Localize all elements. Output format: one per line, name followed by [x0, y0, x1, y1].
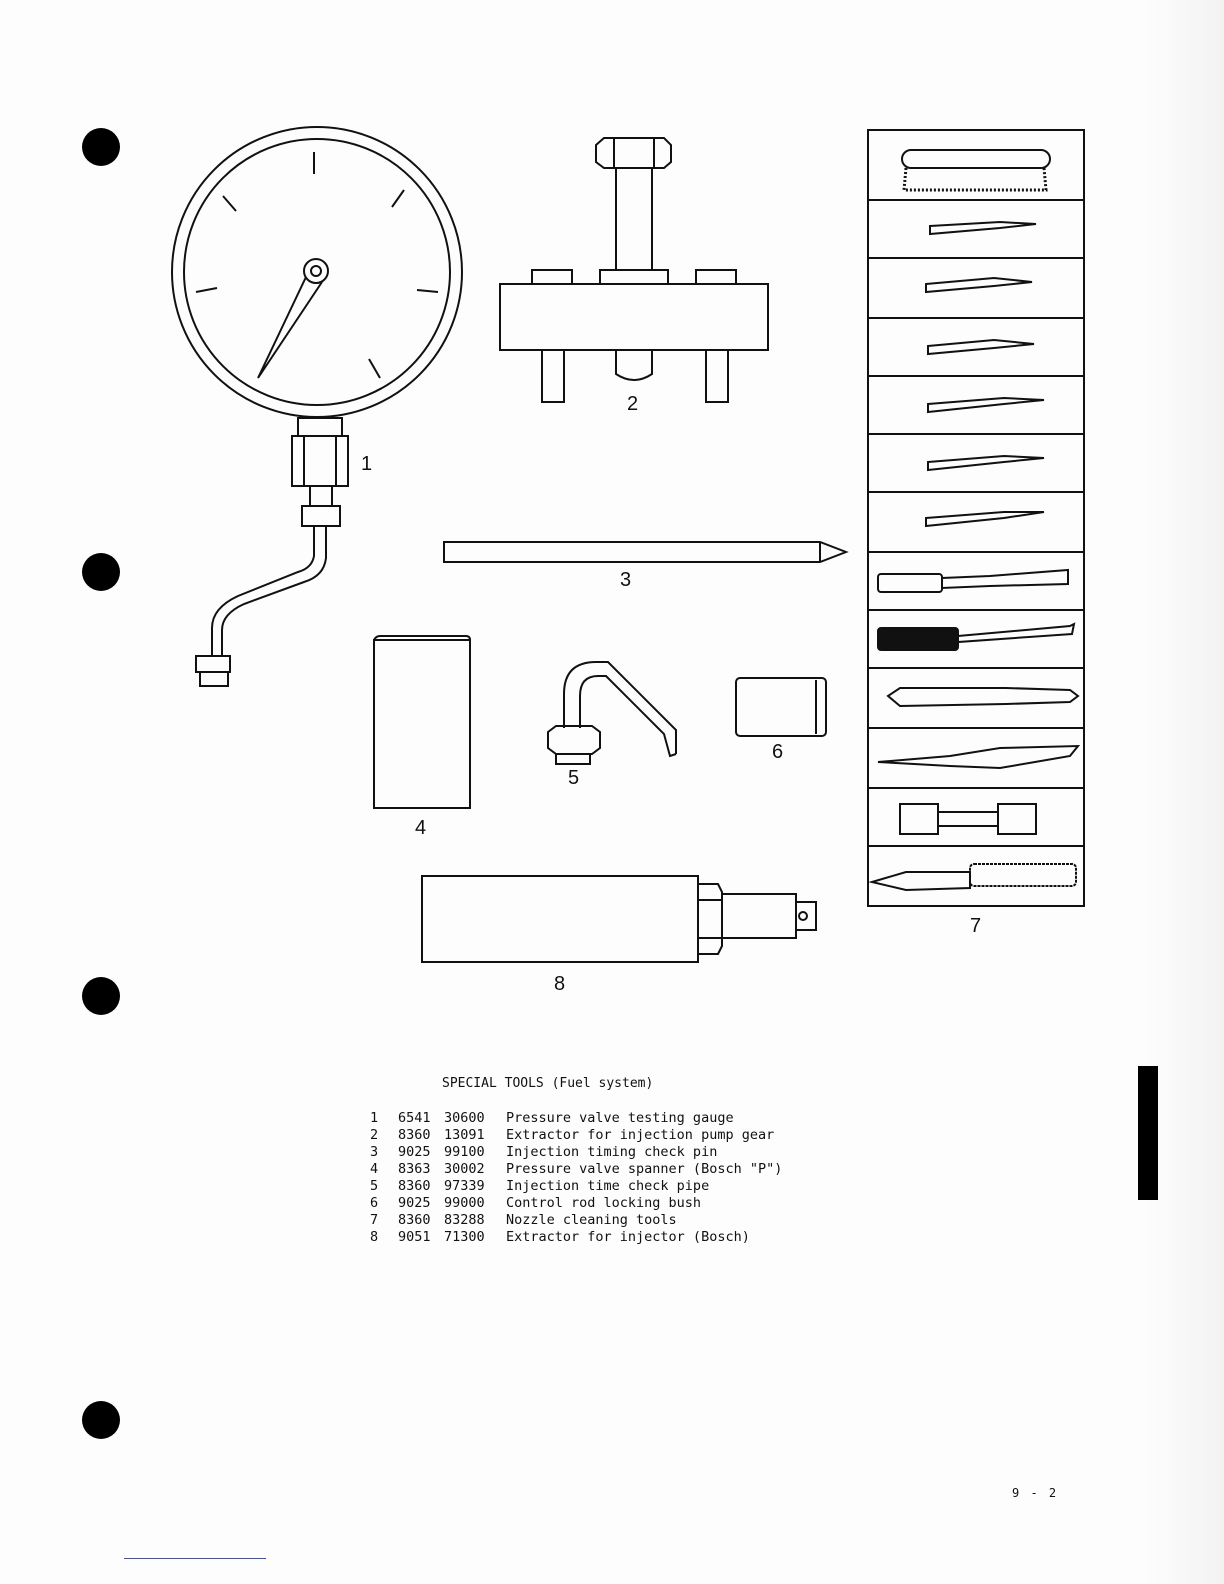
list-item	[370, 1195, 782, 1212]
part-code-b: 99000	[444, 1195, 485, 1211]
probe-icon	[926, 512, 1044, 526]
scraper-icon	[888, 688, 1078, 706]
part-code-a: 8363	[398, 1161, 431, 1177]
item-number: 5	[370, 1178, 379, 1194]
footer-rule	[124, 1558, 266, 1559]
callout-3: 3	[620, 569, 632, 591]
item-number: 6	[370, 1195, 379, 1211]
item-description: Injection timing check pin	[506, 1144, 718, 1160]
item-number: 3	[370, 1144, 379, 1160]
item-description: Extractor for injection pump gear	[506, 1127, 775, 1143]
nozzle-cleaning-tools-panel	[868, 130, 1084, 906]
callout-8: 8	[554, 973, 566, 995]
callout-1: 1	[361, 453, 373, 475]
valve-spanner-icon	[374, 636, 470, 808]
part-code-a: 9051	[398, 1229, 431, 1245]
item-description: Nozzle cleaning tools	[506, 1212, 677, 1228]
item-number: 4	[370, 1161, 379, 1177]
injector-extractor-icon	[422, 876, 816, 962]
part-code-a: 8360	[398, 1212, 431, 1228]
section-tab-marker	[1138, 1066, 1158, 1200]
check-pipe-icon	[548, 662, 676, 764]
list-item	[370, 1178, 782, 1195]
brush-icon	[902, 150, 1050, 168]
rod-icon	[878, 574, 942, 592]
item-number: 7	[370, 1212, 379, 1228]
callout-6: 6	[772, 741, 784, 763]
list-item	[370, 1161, 782, 1178]
probe-icon	[930, 222, 1036, 234]
part-code-a: 9025	[398, 1144, 431, 1160]
part-code-a: 8360	[398, 1178, 431, 1194]
scraper-icon	[878, 746, 1078, 768]
probe-icon	[928, 340, 1034, 354]
callout-4: 4	[415, 817, 427, 839]
item-description: Pressure valve testing gauge	[506, 1110, 734, 1126]
part-code-a: 8360	[398, 1127, 431, 1143]
part-code-b: 83288	[444, 1212, 485, 1228]
part-code-b: 99100	[444, 1144, 485, 1160]
part-code-b: 97339	[444, 1178, 485, 1194]
list-item	[370, 1127, 782, 1144]
locking-bush-icon	[736, 678, 826, 736]
probe-icon	[926, 278, 1032, 292]
item-description: Extractor for injector (Bosch)	[506, 1229, 750, 1245]
part-code-a: 6541	[398, 1110, 431, 1126]
item-number: 8	[370, 1229, 379, 1245]
drill-holder-icon	[872, 872, 970, 890]
list-item	[370, 1229, 782, 1246]
part-code-a: 9025	[398, 1195, 431, 1211]
knurled-tool-icon	[878, 628, 958, 650]
item-description: Control rod locking bush	[506, 1195, 702, 1211]
part-code-b: 30002	[444, 1161, 485, 1177]
binder-hole-icon	[82, 1401, 120, 1439]
list-item	[370, 1144, 782, 1161]
probe-icon	[928, 456, 1044, 470]
page-number: 9 - 2	[1012, 1486, 1059, 1500]
part-code-b: 71300	[444, 1229, 485, 1245]
list-item	[370, 1212, 782, 1229]
item-description: Injection time check pipe	[506, 1178, 710, 1194]
callout-7: 7	[970, 915, 982, 937]
callout-2: 2	[627, 393, 639, 415]
item-description: Pressure valve spanner (Bosch "P")	[506, 1161, 783, 1177]
part-code-b: 13091	[444, 1127, 485, 1143]
probe-icon	[928, 398, 1044, 412]
pressure-gauge-icon	[172, 127, 462, 686]
item-number: 1	[370, 1110, 379, 1126]
timing-pin-icon	[444, 542, 846, 562]
part-code-b: 30600	[444, 1110, 485, 1126]
tool-list	[370, 1110, 782, 1246]
callout-5: 5	[568, 767, 580, 789]
list-item	[370, 1110, 782, 1127]
gear-extractor-icon	[500, 138, 768, 402]
item-number: 2	[370, 1127, 379, 1143]
caption-title: SPECIAL TOOLS (Fuel system)	[442, 1076, 654, 1091]
holder-icon	[900, 804, 938, 834]
